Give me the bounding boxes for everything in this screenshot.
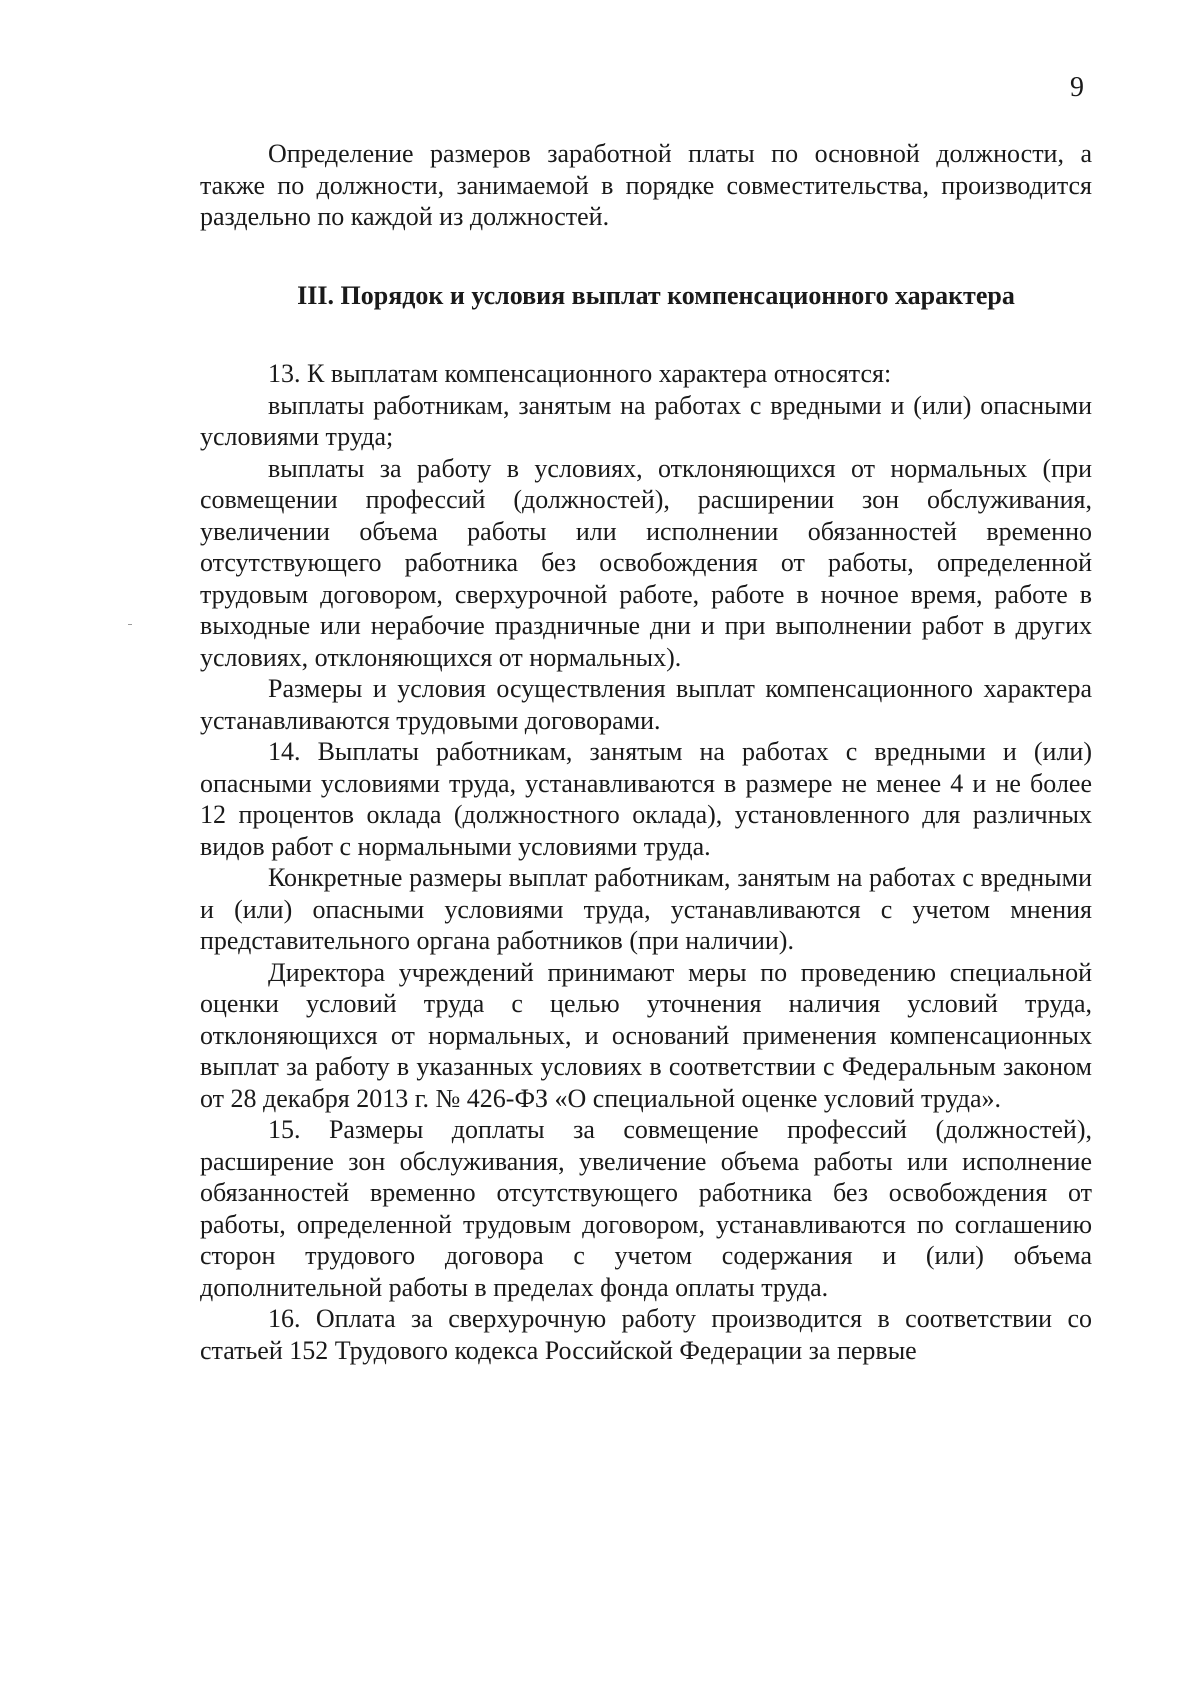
section-heading: III. Порядок и условия выплат компенсационного характера: [297, 280, 1015, 310]
paragraph-16: 16. Оплата за сверхурочную работу производится в соответствии со статьей 152 Трудового кодекса Российской Федерации за первые: [200, 1304, 1092, 1365]
paragraph-15: 15. Размеры доплаты за совмещение профессий (должностей), расширение зон обслуживания, увеличение объема работы или исполнение обязанностей временно отсутствующего работника без освобождения от работы, определенной трудовым договором, устанавливаются по соглашению сторон трудового договора с учетом содержания и (или) объема дополнительной работы в пределах фонда оплаты труда.: [200, 1115, 1092, 1302]
paragraph-14: 14. Выплаты работникам, занятым на работах с вредными и (или) опасными условиями труда, устанавливаются в размере не менее 4 и не более 12 процентов оклада (должностного оклада), установленного для различных видов работ с нормальными условиями труда.: [200, 737, 1092, 861]
paragraph-14-specific: Конкретные размеры выплат работникам, занятым на работах с вредными и (или) опасными условиями труда, устанавливаются с учетом мнения представительного органа работников (при наличии).: [200, 863, 1092, 955]
paragraph-13-item-2: выплаты за работу в условиях, отклоняющихся от нормальных (при совмещении профессий (должностей), расширении зон обслуживания, увеличении объема работы или исполнении обязанностей временно отсутствующего работника без освобождения от работы, определенной трудовым договором, сверхурочной работе, работе в ночное время, работе в выходные или нерабочие праздничные дни и при выполнении работ в других условиях, отклоняющихся от нормальных).: [200, 453, 1092, 672]
paragraph-14-directors: Директора учреждений принимают меры по проведению специальной оценки условий труда с целью уточнения наличия условий труда, отклоняющихся от нормальных, и оснований применения компенсационных выплат за работу в указанных условиях в соответствии с Федеральным законом от 28 декабря 2013 г. № 426-ФЗ «О специальной оценке условий труда».: [200, 957, 1092, 1113]
paragraph-13-item-1: выплаты работникам, занятым на работах с вредными и (или) опасными условиями труда;: [200, 390, 1092, 451]
paragraph-13-conditions: Размеры и условия осуществления выплат компенсационного характера устанавливаются трудовыми договорами.: [200, 674, 1092, 735]
paragraph-13: 13. К выплатам компенсационного характера относятся:: [268, 359, 892, 388]
scan-mark: [128, 624, 132, 625]
intro-paragraph: Определение размеров заработной платы по основной должности, а также по должности, занимаемой в порядке совместительства, производится раздельно по каждой из должностей.: [200, 139, 1092, 231]
document-body: [200, 138, 1092, 1366]
page-number: 9: [1070, 72, 1084, 103]
